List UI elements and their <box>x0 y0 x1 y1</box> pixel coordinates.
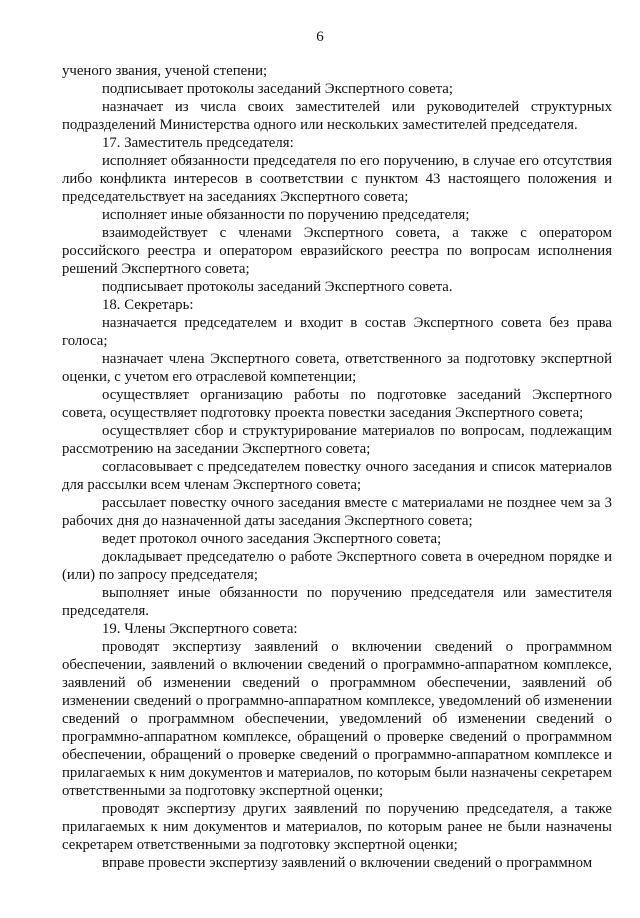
section-heading-19: 19. Члены Экспертного совета: <box>102 621 298 637</box>
paragraph-members-other: проводят экспертизу других заявлений по поручению председателя, а также прилагаемых к ним документов и материалов, по которым ранее не были назначены секретарем ответственными за подготовку экспертной оценки; <box>62 801 612 853</box>
section-heading-17: 17. Заместитель председателя: <box>102 135 294 151</box>
paragraph-deputy-other: исполняет иные обязанности по поручению председателя; <box>102 207 470 223</box>
paragraph-deputy-interacts: взаимодействует с членами Экспертного совета, а также с оператором российского реестра и оператором евразийского реестра по вопросам исполнения решений Экспертного совета; <box>62 225 612 277</box>
paragraph-deputy-duties: исполняет обязанности председателя по его поручению, в случае его отсутствия либо конфликта интересов в соответствии с пунктом 43 настоящего положения и председательствует на заседаниях Экспертного совета; <box>62 153 612 205</box>
paragraph-continuation: ученого звания, ученой степени; <box>62 63 268 79</box>
paragraph-secretary-assigns: назначает члена Экспертного совета, ответственного за подготовку экспертной оценки, с учетом его отраслевой компетенции; <box>62 351 612 385</box>
paragraph-secretary-sends: рассылает повестку очного заседания вместе с материалами не позднее чем за 3 рабочих дня до назначенной даты заседания Экспертного совета; <box>62 495 612 529</box>
paragraph-chair-appoints: назначает из числа своих заместителей или руководителей структурных подразделений Министерства одного или нескольких заместителей председателя. <box>62 99 612 133</box>
paragraph-secretary-reports: докладывает председателю о работе Экспертного совета в очередном порядке и (или) по запросу председателя; <box>62 549 612 583</box>
paragraph-members-may: вправе провести экспертизу заявлений о включении сведений о программном <box>102 855 593 871</box>
paragraph-secretary-minutes: ведет протокол очного заседания Экспертного совета; <box>102 531 442 547</box>
paragraph-secretary-other: выполняет иные обязанности по поручению председателя или заместителя председателя. <box>62 585 612 619</box>
paragraph-deputy-signs: подписывает протоколы заседаний Экспертного совета. <box>102 279 453 295</box>
paragraph-secretary-appointed: назначается председателем и входит в состав Экспертного совета без права голоса; <box>62 315 612 349</box>
paragraph-members-examine: проводят экспертизу заявлений о включении сведений о программном обеспечении, заявлений о включении сведений о программно-аппаратном комплексе, заявлений об изменении сведений о программном обеспечении, заявлений об изменении сведений о программно-аппаратном комплексе, уведомлений об изменении сведений о программном обеспечении, уведомлений об изменении сведений о программно-аппаратном комплексе, обращений о проверке сведений о программном обеспечении, обращений о проверке сведений о программно-аппаратном комплексе и прилагаемых к ним документов и материалов, по которым были назначены секретарем ответственными за подготовку экспертной оценки; <box>62 639 612 799</box>
paragraph-secretary-organizes: осуществляет организацию работы по подготовке заседаний Экспертного совета, осуществляет подготовку проекта повестки заседания Экспертного совета; <box>62 387 612 421</box>
paragraph-secretary-collects: осуществляет сбор и структурирование материалов по вопросам, подлежащим рассмотрению на заседании Экспертного совета; <box>62 423 612 457</box>
section-heading-18: 18. Секретарь: <box>102 297 194 313</box>
paragraph-chair-signs: подписывает протоколы заседаний Экспертного совета; <box>102 81 453 97</box>
page-number: 6 <box>316 29 324 45</box>
paragraph-secretary-agrees: согласовывает с председателем повестку очного заседания и список материалов для рассылки всем членам Экспертного совета; <box>62 459 612 493</box>
